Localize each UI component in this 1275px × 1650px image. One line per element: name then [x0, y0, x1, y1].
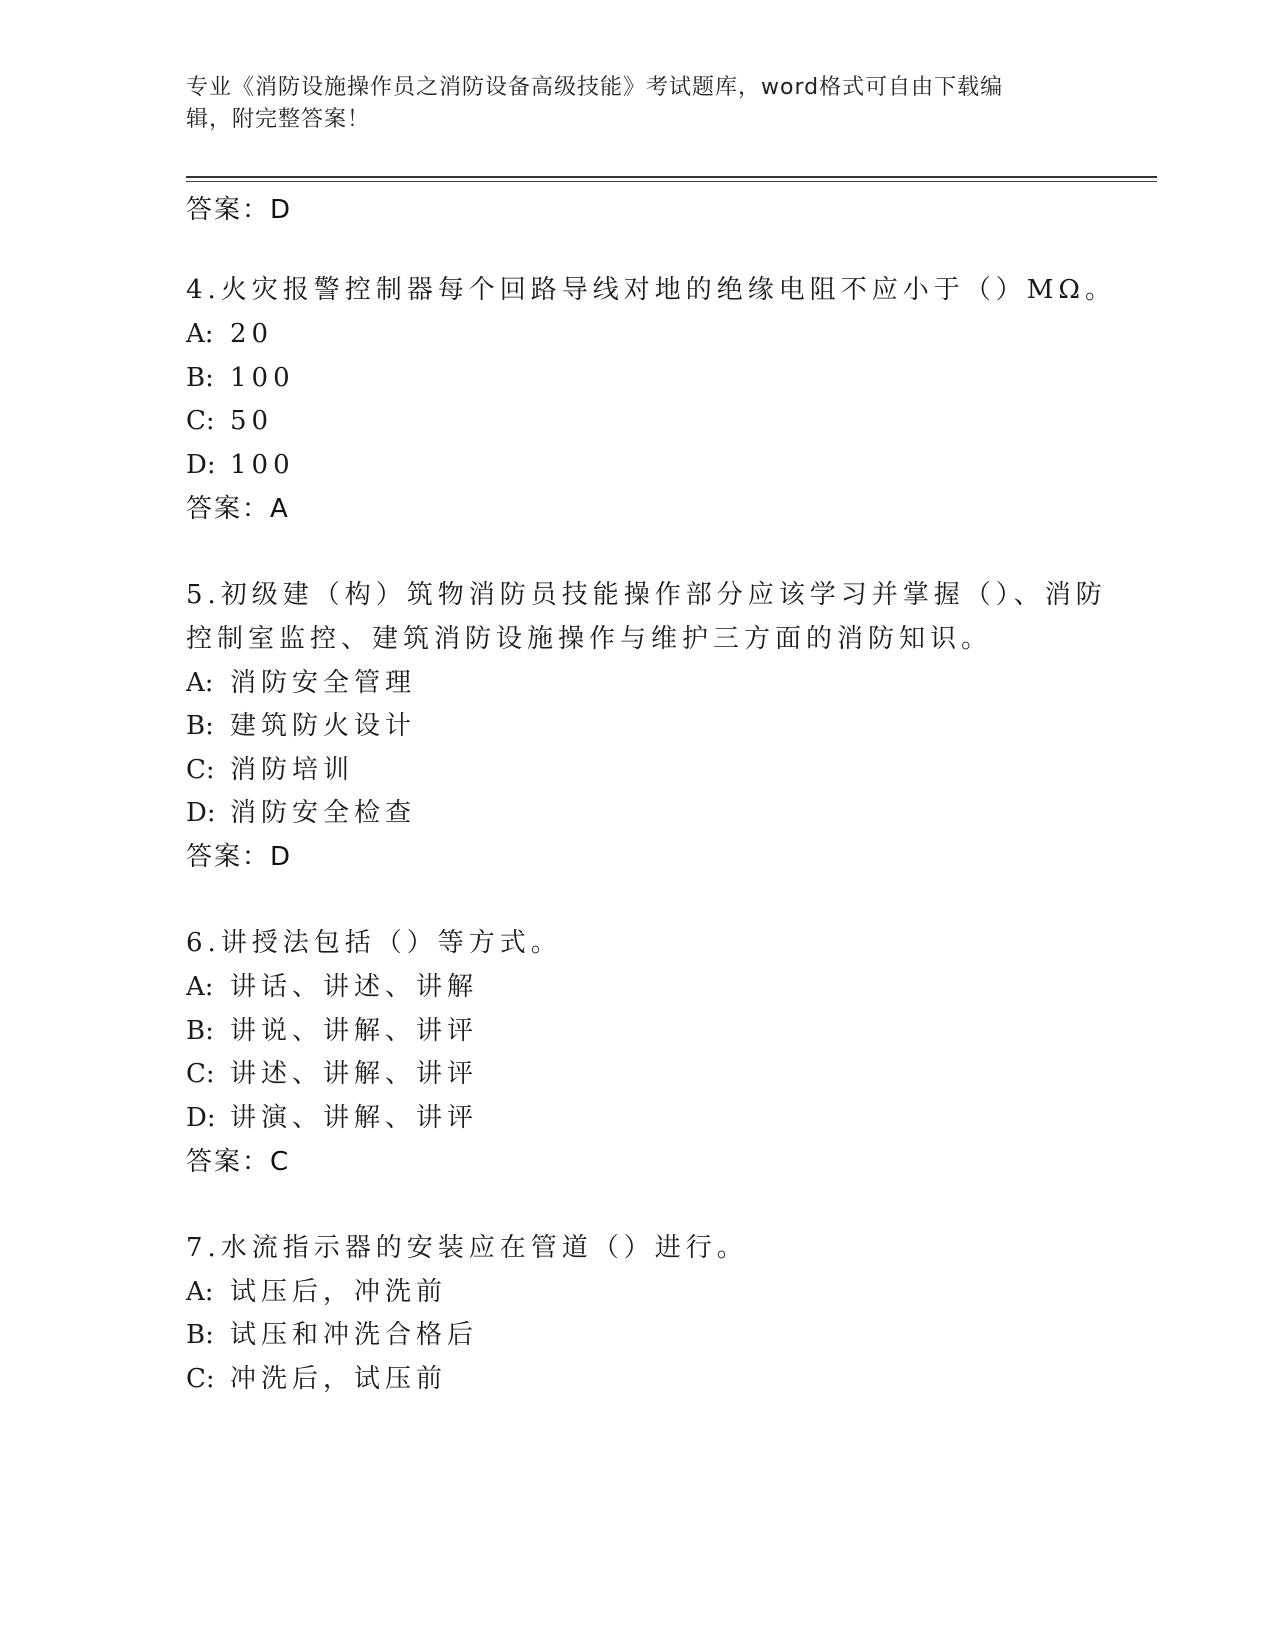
option-letter: B:	[186, 1320, 214, 1350]
option-text: 试压后，冲洗前	[230, 1277, 448, 1307]
question-7-stem: 7.水流指示器的安装应在管道（）进行。	[186, 1233, 748, 1263]
option-letter: D:	[186, 450, 216, 480]
question-4-answer: 答案：A	[186, 494, 290, 524]
option-text: 讲演、讲解、讲评	[230, 1103, 479, 1133]
question-6-option-d	[186, 1101, 478, 1135]
option-text: 100	[230, 363, 295, 393]
option-letter: A:	[186, 972, 214, 1002]
question-5-stem-line-2: 控制室监控、建筑消防设施操作与维护三方面的消防知识。	[186, 624, 993, 654]
option-text: 100	[230, 450, 295, 480]
option-text: 讲述、讲解、讲评	[230, 1059, 479, 1089]
question-7-option-a	[186, 1275, 447, 1309]
option-letter: C:	[186, 1059, 215, 1089]
option-text: 50	[230, 406, 274, 436]
question-6-option-b	[186, 1014, 478, 1048]
option-letter: A:	[186, 1277, 214, 1307]
question-4-option-a	[186, 317, 273, 351]
header-line-2: 辑，附完整答案！	[186, 107, 371, 132]
option-letter: C:	[186, 406, 215, 436]
option-letter: A:	[186, 319, 214, 349]
option-letter: D:	[186, 798, 216, 828]
document-header	[186, 72, 1056, 136]
question-6-option-a	[186, 970, 478, 1004]
header-divider-thin	[186, 181, 1157, 182]
option-text: 讲话、讲述、讲解	[230, 972, 479, 1002]
question-4-option-d	[186, 448, 295, 482]
header-line-1: 专业《消防设施操作员之消防设备高级技能》考试题库，word格式可自由下载编	[186, 75, 1004, 100]
question-6-stem: 6.讲授法包括（）等方式。	[186, 928, 562, 958]
question-5-stem-line-1: 5.初级建（构）筑物消防员技能操作部分应该学习并掌握（）、消防	[186, 580, 1107, 610]
question-4-stem: 4.火灾报警控制器每个回路导线对地的绝缘电阻不应小于（）MΩ。	[186, 275, 1116, 305]
option-text: 消防培训	[230, 755, 355, 785]
question-7-option-c	[186, 1362, 447, 1396]
question-6-answer: 答案：C	[186, 1147, 291, 1177]
option-text: 消防安全检查	[230, 798, 417, 828]
option-letter: B:	[186, 711, 214, 741]
option-letter: B:	[186, 363, 214, 393]
question-4-option-b	[186, 361, 295, 395]
question-5-option-b	[186, 709, 416, 743]
question-5-option-a	[186, 666, 416, 700]
option-letter: D:	[186, 1103, 216, 1133]
option-text: 消防安全管理	[230, 668, 417, 698]
answer-line: 答案：D	[186, 195, 293, 225]
header-divider	[186, 176, 1157, 178]
option-letter: A:	[186, 668, 214, 698]
option-text: 20	[230, 319, 274, 349]
question-4-option-c	[186, 404, 273, 438]
question-5-answer: 答案：D	[186, 842, 293, 872]
option-text: 建筑防火设计	[230, 711, 417, 741]
option-letter: C:	[186, 1364, 215, 1394]
question-6-option-c	[186, 1057, 478, 1091]
option-text: 讲说、讲解、讲评	[230, 1016, 479, 1046]
option-text: 试压和冲洗合格后	[230, 1320, 479, 1350]
question-7-option-b	[186, 1318, 478, 1352]
option-letter: B:	[186, 1016, 214, 1046]
question-5-option-d	[186, 796, 416, 830]
question-5-option-c	[186, 753, 354, 787]
option-letter: C:	[186, 755, 215, 785]
option-text: 冲洗后，试压前	[230, 1364, 448, 1394]
